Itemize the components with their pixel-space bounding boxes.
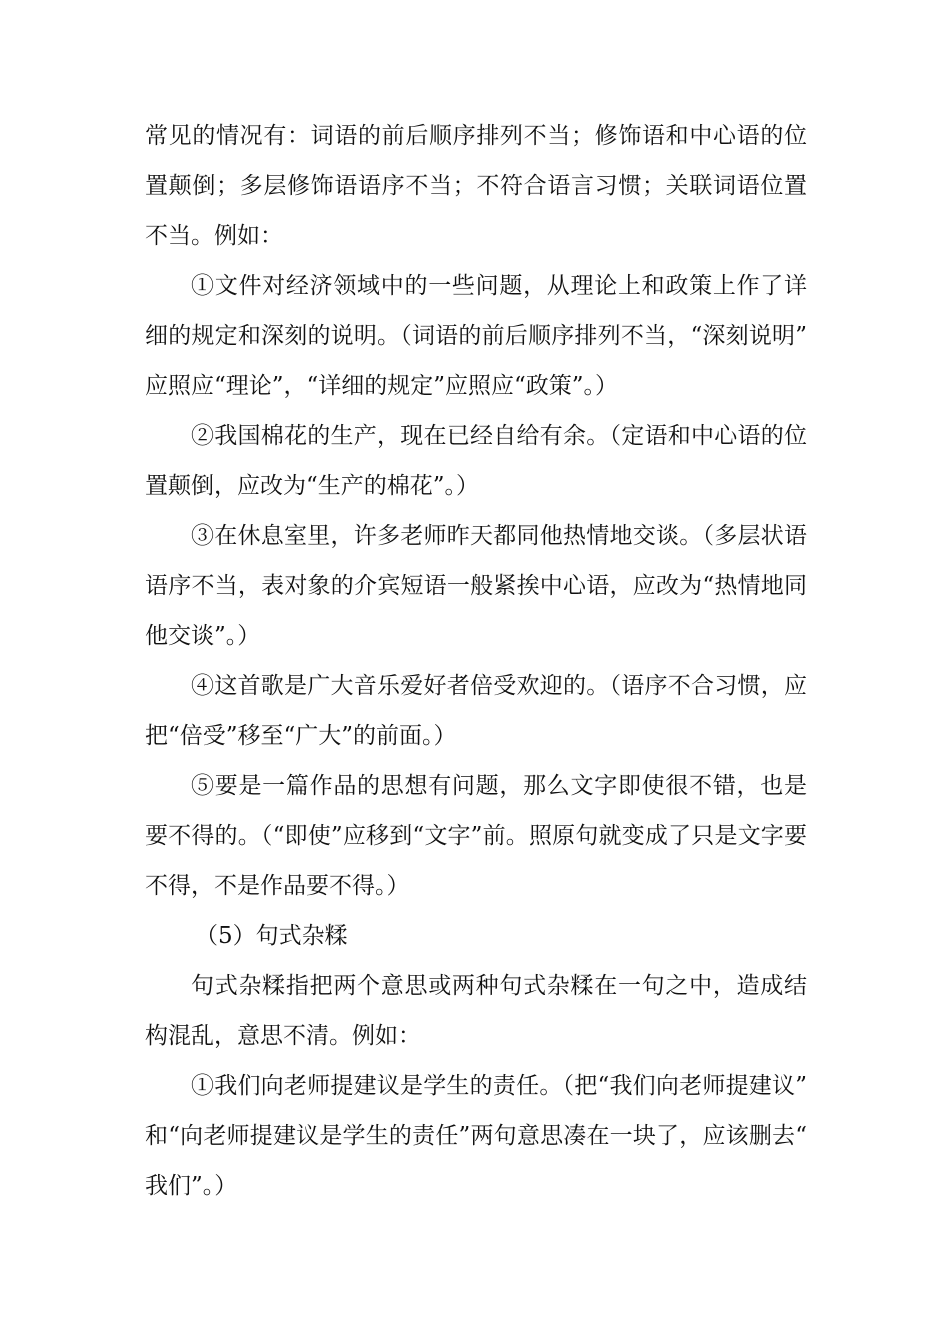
example-paragraph-2: ②我国棉花的生产，现在已经自给有余。（定语和中心语的位置颠倒，应改为“生产的棉花”。） <box>145 423 807 499</box>
section-example-paragraph-1: ①我们向老师提建议是学生的责任。（把“我们向老师提建议”和“向老师提建议是学生的责任”两句意思凑在一块了，应该删去“我们”。） <box>145 1073 807 1199</box>
document-body <box>145 111 807 1211</box>
example-paragraph-3: ③在休息室里，许多老师昨天都同他热情地交谈。（多层状语语序不当，表对象的介宾短语一般紧挨中心语，应改为“热情地同他交谈”。） <box>145 523 807 649</box>
example-paragraph-5: ⑤要是一篇作品的思想有问题，那么文字即使很不错，也是要不得的。（“即使”应移到“文字”前。照原句就变成了只是文字要不得，不是作品要不得。） <box>145 773 807 899</box>
example-paragraph-4: ④这首歌是广大音乐爱好者倍受欢迎的。（语序不合习惯，应把“倍受”移至“广大”的前面。） <box>145 673 807 749</box>
example-paragraph-1: ①文件对经济领域中的一些问题，从理论上和政策上作了详细的规定和深刻的说明。（词语的前后顺序排列不当，“深刻说明”应照应“理论”，“详细的规定”应照应“政策”。） <box>145 273 807 399</box>
section-heading: （5）句式杂糅 <box>195 923 348 949</box>
section-intro-paragraph: 句式杂糅指把两个意思或两种句式杂糅在一句之中，造成结构混乱，意思不清。例如： <box>145 973 807 1049</box>
paragraph-intro: 常见的情况有：词语的前后顺序排列不当；修饰语和中心语的位置颠倒；多层修饰语语序不当；不符合语言习惯；关联词语位置不当。例如： <box>145 123 807 249</box>
